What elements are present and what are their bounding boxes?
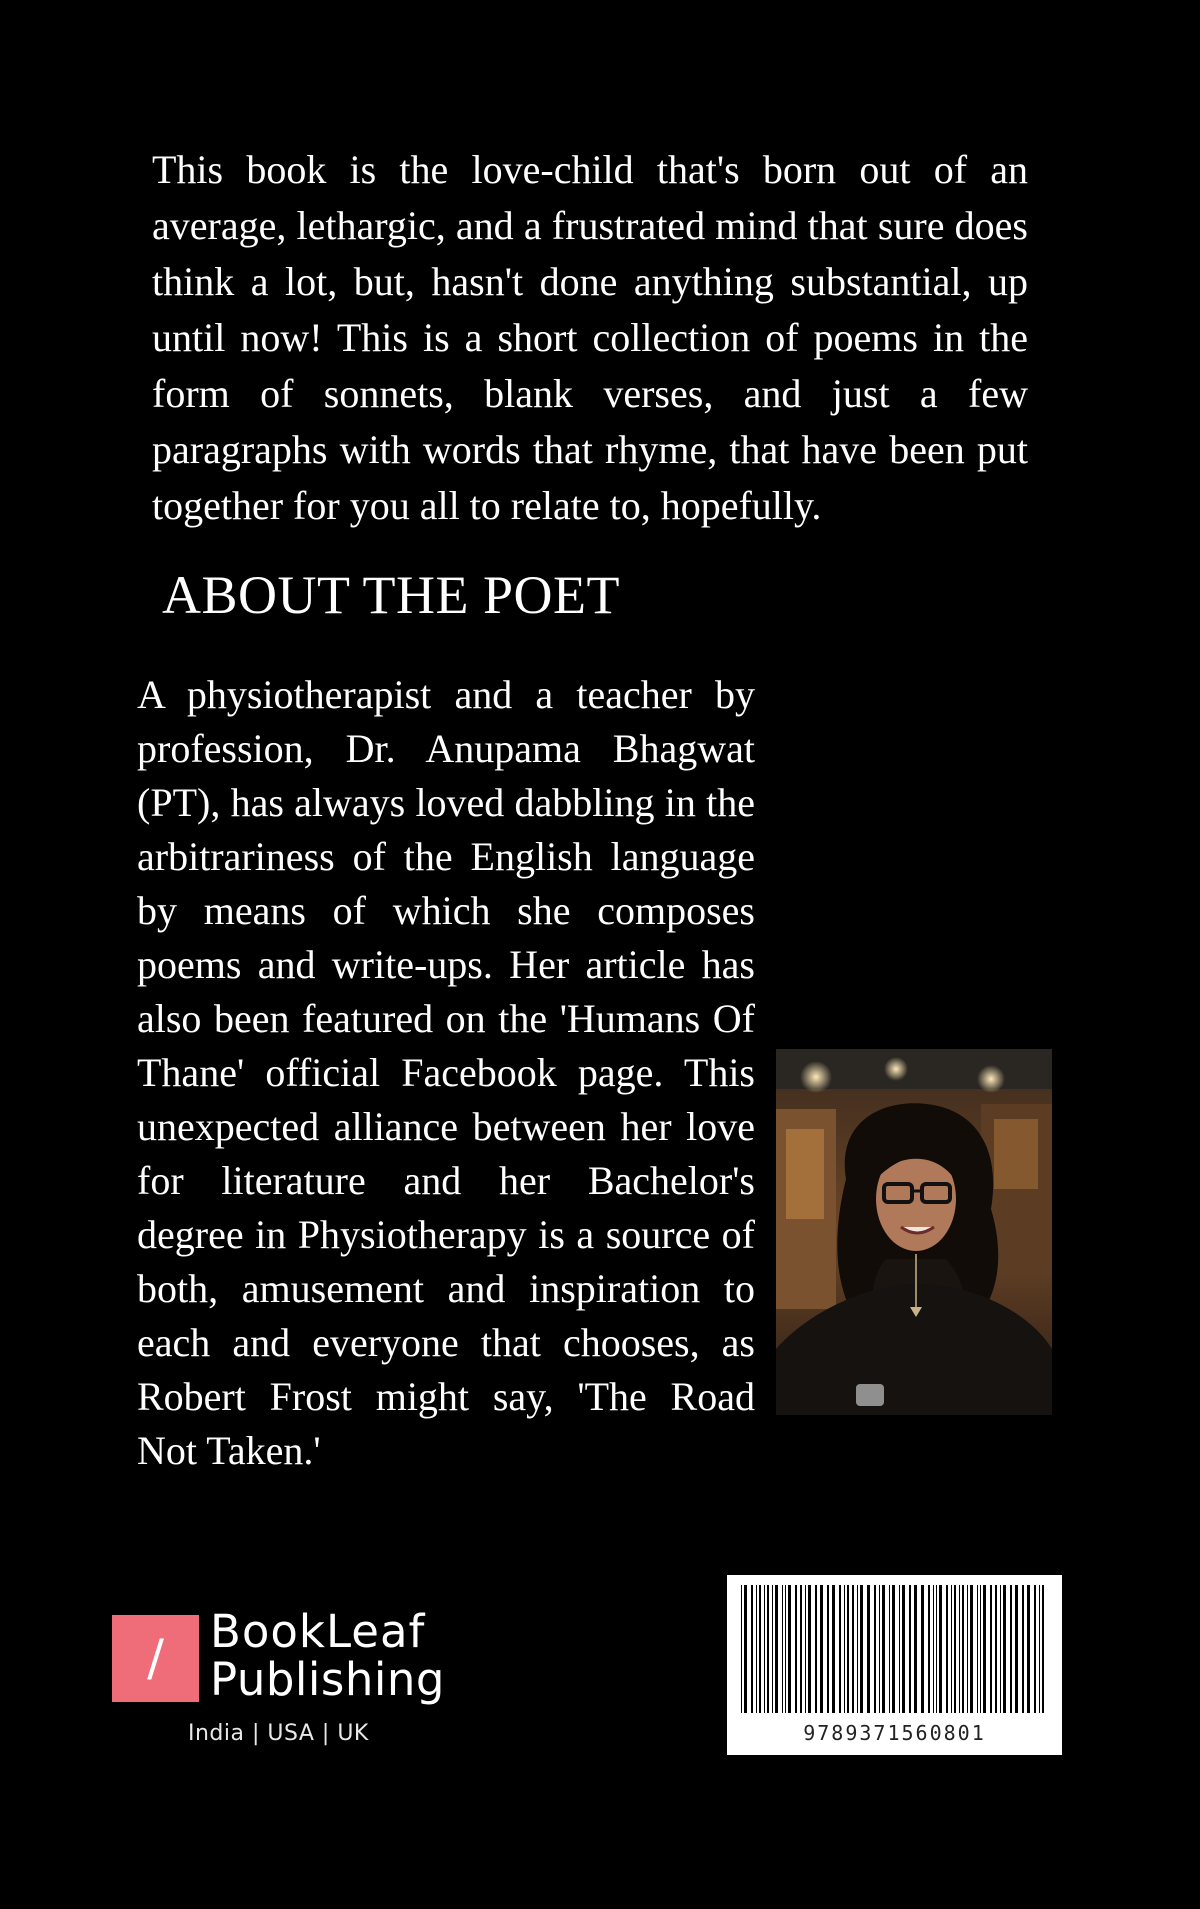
barcode-bar	[921, 1585, 924, 1713]
barcode-bar	[962, 1585, 964, 1713]
barcode-bar	[970, 1585, 973, 1713]
barcode-bar	[1022, 1585, 1024, 1713]
barcode-bar	[756, 1585, 757, 1713]
barcode-bar	[1003, 1585, 1006, 1713]
barcode-bar	[767, 1585, 769, 1713]
back-cover-blurb: This book is the love-child that's born out of an average, lethargic, and a frustrated mind that sure does think a lot, but, hasn't done anything substantial, up until now! This is a short collection of poems in the form of sonnets, blank verses, and just a few paragraphs with words that rhyme, that have been put together for you all to relate to, hopefully.	[152, 147, 1028, 528]
barcode-bar	[857, 1585, 858, 1713]
barcode-bar	[914, 1585, 917, 1713]
barcode-bar	[844, 1585, 845, 1713]
barcode-bar	[741, 1585, 742, 1713]
publisher-name-line1: BookLeaf	[210, 1605, 426, 1658]
logo-slash-icon: /	[147, 1629, 164, 1687]
barcode-bar	[980, 1585, 981, 1713]
about-poet-heading: ABOUT THE POET	[162, 565, 621, 625]
barcode-bar	[874, 1585, 876, 1713]
barcode-bar	[951, 1585, 952, 1713]
barcode-bar	[860, 1585, 863, 1713]
barcode-bar	[889, 1585, 890, 1713]
barcode-bar	[782, 1585, 783, 1713]
barcode-bar	[785, 1585, 786, 1713]
barcode-bar	[959, 1585, 960, 1713]
barcode-bar	[909, 1585, 911, 1713]
barcode-bar	[1039, 1585, 1040, 1713]
publisher-regions: India | USA | UK	[188, 1721, 369, 1746]
barcode-bar	[775, 1585, 778, 1713]
barcode-bar	[933, 1585, 934, 1713]
barcode-bar	[1034, 1585, 1036, 1713]
publisher-name-line2: Publishing	[210, 1653, 445, 1706]
barcode-bar	[815, 1585, 817, 1713]
barcode-bar	[936, 1585, 937, 1713]
barcode-bar	[1000, 1585, 1001, 1713]
barcode-bar	[954, 1585, 956, 1713]
barcode-bar	[867, 1585, 870, 1713]
publisher-logo	[112, 1605, 445, 1706]
barcode-bar	[832, 1585, 835, 1713]
barcode-bar	[764, 1585, 765, 1713]
isbn-barcode	[727, 1575, 1062, 1755]
barcode-bar	[1015, 1585, 1018, 1713]
poet-bio: A physiotherapist and a teacher by profession, Dr. Anupama Bhagwat (PT), has always loved dabbling in the arbitrariness of the English language by means of which she composes poems and write-ups. Her article has also been featured on the 'Humans Of Thane' official Facebook page. This unexpected alliance between her love for literature and her Bachelor's degree in Physiotherapy is a source of both, amusement and inspiration to each and everyone that chooses, as Robert Frost might say, 'The Road Not Taken.'	[137, 672, 755, 1473]
barcode-bar	[983, 1585, 986, 1713]
barcode-bar	[751, 1585, 753, 1713]
barcode-bar	[788, 1585, 791, 1713]
barcode-bar	[967, 1585, 968, 1713]
barcode-bar	[899, 1585, 900, 1713]
barcode-bar	[892, 1585, 895, 1713]
logo-mark	[112, 1615, 199, 1702]
poet-photo	[776, 1049, 1052, 1415]
barcode-bar	[995, 1585, 997, 1713]
barcode-bar	[827, 1585, 829, 1713]
barcode-bar	[852, 1585, 854, 1713]
barcode-bar	[1042, 1585, 1044, 1713]
barcode-bar	[772, 1585, 773, 1713]
barcode-bar	[946, 1585, 948, 1713]
isbn-number: 9789371560801	[803, 1721, 986, 1745]
barcode-bar	[1010, 1585, 1012, 1713]
barcode-bar	[800, 1585, 802, 1713]
barcode-bar	[744, 1585, 747, 1713]
barcode-bar	[805, 1585, 806, 1713]
barcode-bar	[795, 1585, 797, 1713]
barcode-bar	[902, 1585, 905, 1713]
barcode-bar	[939, 1585, 942, 1713]
barcode-bar	[808, 1585, 811, 1713]
barcode-bar	[1027, 1585, 1030, 1713]
barcode-bar	[882, 1585, 885, 1713]
barcode-bars	[727, 1575, 1062, 1721]
barcode-bar	[759, 1585, 761, 1713]
barcode-bar	[879, 1585, 880, 1713]
barcode-bar	[839, 1585, 841, 1713]
barcode-bar	[977, 1585, 978, 1713]
barcode-bar	[928, 1585, 930, 1713]
barcode-bar	[847, 1585, 849, 1713]
barcode-bar	[820, 1585, 823, 1713]
barcode-bar	[990, 1585, 992, 1713]
